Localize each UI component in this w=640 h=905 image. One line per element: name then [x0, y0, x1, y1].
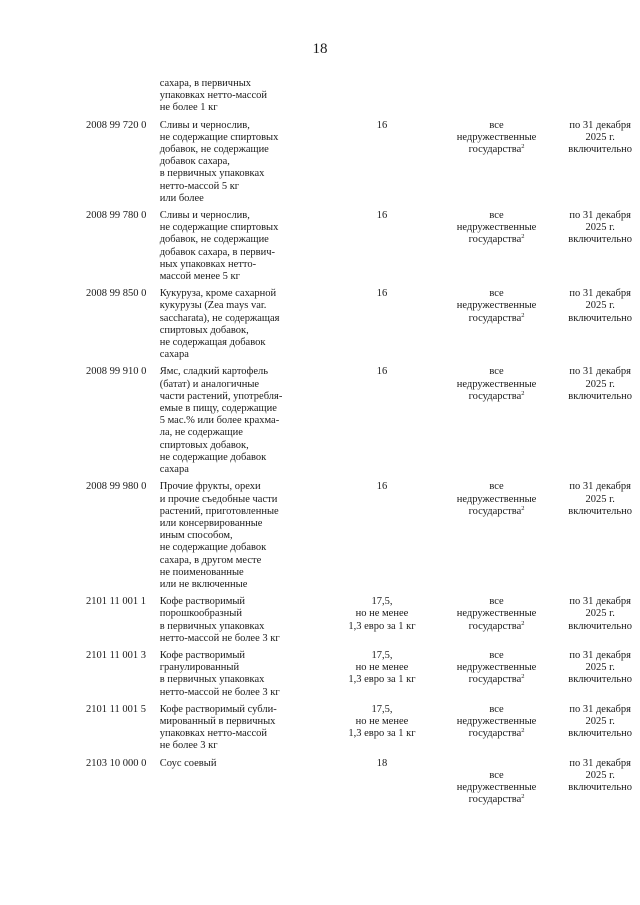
cell-term: по 31 декабря 2025 г. включительно	[568, 366, 633, 402]
cell-country: все недружественные государства$^2$	[456, 769, 537, 805]
cell-description: Ямс, сладкий картофель (батат) и аналогичные части растений, употребля- емые в пищу, содержащие 5 мас.% или более крахма- ла, не содержащие спиртовых добавок, не содержащие добавок сахара	[159, 366, 283, 476]
cell-code: 2101 11 001 1	[86, 596, 146, 608]
footnote-mark: 2	[521, 311, 525, 319]
cell-rate: 16	[376, 210, 388, 222]
footnote-mark: 2	[521, 673, 525, 681]
cell-rate: 16	[376, 366, 388, 378]
footnote-mark: 2	[521, 143, 525, 151]
cell-term: по 31 декабря 2025 г. включительно	[568, 119, 633, 156]
cell-description: сахара, в первичных упаковках нетто-массой не более 1 кг	[159, 78, 267, 114]
cell-rate: 18	[376, 757, 388, 769]
footnote-mark: 2	[521, 233, 525, 241]
footnote-mark: 2	[521, 504, 525, 512]
cell-description: Прочие фрукты, орехи и прочие съедобные части растений, приготовленные или консервированные иным способом, не содержащие добавок сахара, в другом месте не поименованные или не включенные	[159, 481, 279, 590]
cell-rate: 16	[376, 481, 388, 493]
cell-country: все недружественные государства$^2$	[456, 703, 537, 740]
tariff-table	[0, 78, 640, 811]
cell-country: все недружественные государства$^2$	[456, 119, 537, 156]
cell-code: 2008 99 910 0	[86, 366, 147, 378]
cell-code: 2008 99 780 0	[86, 210, 147, 222]
table-row	[0, 650, 640, 699]
cell-description: Сливы и чернослив, не содержащие спиртовых добавок, не содержащие добавок сахара, в первич- ных упаковках нетто- массой менее 5 кг	[159, 210, 279, 283]
footnote-mark: 2	[521, 389, 525, 397]
table-row	[0, 704, 640, 753]
cell-code: 2101 11 001 3	[86, 649, 146, 661]
cell-description: Кофе растворимый субли- мированный в первичных упаковках нетто-массой не более 3 кг	[159, 703, 277, 752]
table-row	[0, 596, 640, 645]
cell-term: по 31 декабря 2025 г. включительно	[568, 288, 633, 324]
cell-code: 2008 99 850 0	[86, 288, 147, 300]
cell-country: все недружественные государства$^2$	[456, 481, 537, 517]
footnote-mark: 2	[521, 619, 525, 627]
cell-term: по 31 декабря 2025 г. включительно	[568, 481, 633, 517]
table-row	[0, 758, 640, 807]
footnote-mark: 2	[521, 792, 525, 800]
cell-country: все недружественные государства$^2$	[456, 288, 537, 324]
cell-rate: 16	[376, 119, 388, 131]
cell-term: по 31 декабря 2025 г. включительно	[568, 596, 633, 632]
cell-rate: 17,5, но не менее 1,3 евро за 1 кг	[348, 703, 416, 740]
table-row	[0, 288, 640, 361]
page-number: 18	[312, 41, 328, 57]
table-row	[0, 366, 640, 476]
cell-description: Кофе растворимый гранулированный в первичных упаковках нетто-массой не более 3 кг	[159, 649, 280, 698]
cell-code: 2101 11 001 5	[86, 703, 146, 715]
cell-code: 2008 99 720 0	[86, 119, 147, 131]
cell-term: по 31 декабря 2025 г. включительно	[568, 210, 633, 246]
cell-rate: 17,5, но не менее 1,3 евро за 1 кг	[348, 596, 416, 632]
footnote-mark: 2	[521, 727, 525, 735]
cell-code: 2103 10 000 0	[86, 757, 147, 769]
cell-description: Сливы и чернослив, не содержащие спиртовых добавок, не содержащие добавок сахара, в первичных упаковках нетто-массой 5 кг или более	[159, 119, 279, 204]
cell-description: Кофе растворимый порошкообразный в первичных упаковках нетто-массой не более 3 кг	[159, 596, 280, 644]
cell-country: все недружественные государства$^2$	[456, 366, 537, 402]
table-row	[0, 481, 640, 591]
cell-term: по 31 декабря 2025 г. включительно	[568, 703, 633, 740]
table-row	[0, 120, 640, 205]
cell-country: все недружественные государства$^2$	[456, 649, 537, 686]
cell-description: Кукуруза, кроме сахарной кукурузы (Zea mays var. saccharata), не содержащая спиртовых добавок, не содержащая добавок сахара	[159, 288, 280, 361]
cell-rate: 16	[376, 288, 388, 300]
table-row	[0, 78, 640, 115]
cell-term: по 31 декабря 2025 г. включительно	[568, 649, 633, 686]
cell-code: 2008 99 980 0	[86, 481, 147, 493]
cell-term: по 31 декабря 2025 г. включительно	[568, 757, 633, 793]
cell-country: все недружественные государства$^2$	[456, 596, 537, 632]
cell-rate: 17,5, но не менее 1,3 евро за 1 кг	[348, 649, 416, 686]
cell-description: Соус соевый	[159, 757, 217, 769]
table-row	[0, 210, 640, 283]
cell-country: все недружественные государства$^2$	[456, 210, 537, 246]
